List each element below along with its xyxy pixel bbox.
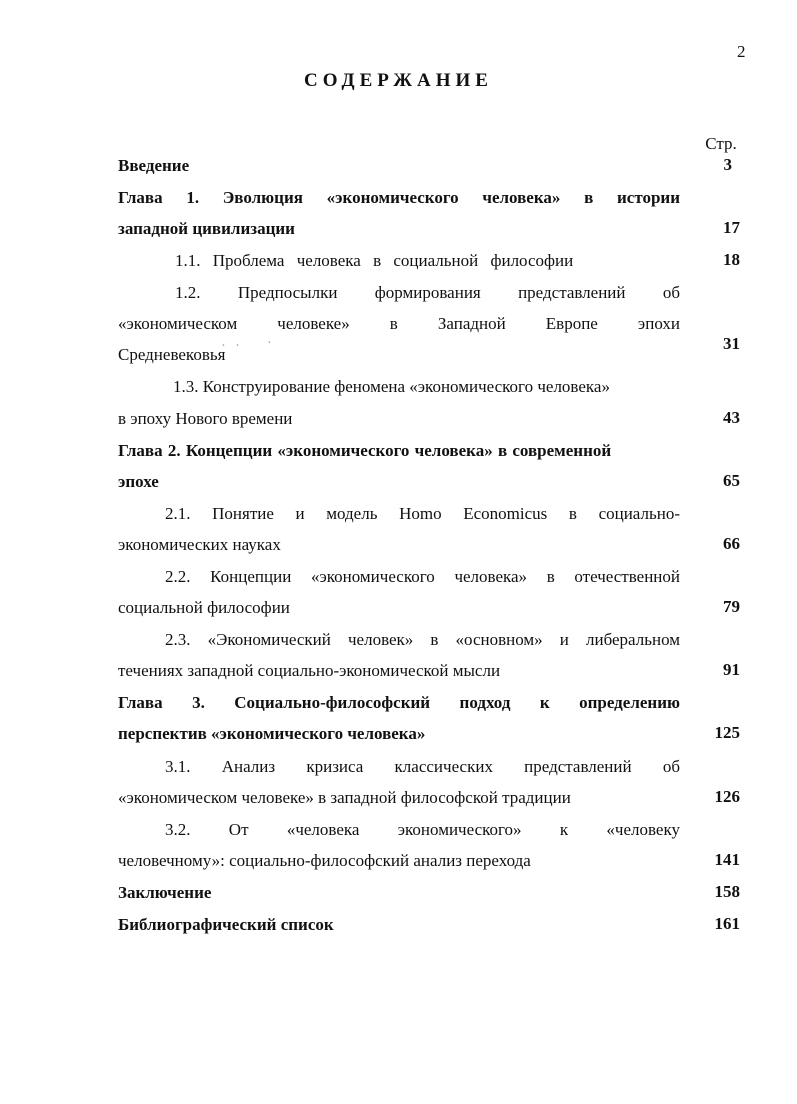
toc-page-section-1-2: 31 [723, 334, 740, 353]
scan-speck: ˏ [236, 336, 239, 346]
toc-entry-section-3-2: 3.2. От «человека экономического» к «человеку [165, 820, 680, 839]
toc-entry-section-2-3-cont: течениях западной социально-экономической мысли [118, 661, 501, 680]
toc-page-chapter-2: 65 [723, 471, 740, 490]
toc-page-bibliography: 161 [714, 914, 740, 933]
toc-entry-chapter-2: Глава 2. Концепции «экономического человека» в современной [118, 441, 612, 460]
toc-entry-section-1-3-cont: в эпоху Нового времени [118, 409, 293, 428]
scan-speck: ˏ [268, 333, 271, 343]
toc-entry-section-2-1-cont: экономических науках [118, 535, 281, 554]
toc-page-section-2-1: 66 [723, 534, 740, 553]
toc-entry-bibliography: Библиографический список [118, 915, 334, 934]
toc-entry-chapter-1-cont: западной цивилизации [118, 219, 295, 238]
toc-entry-conclusion: Заключение [118, 883, 212, 902]
toc-page-section-1-3: 43 [723, 408, 740, 427]
toc-entry-section-3-1-cont: «экономическом человеке» в западной философской традиции [118, 788, 571, 807]
toc-entry-section-1-3: 1.3. Конструирование феномена «экономического человека» [173, 377, 610, 396]
toc-entry-chapter-3: Глава 3. Социально-философский подход к определению [118, 693, 680, 712]
page-number: 2 [737, 42, 746, 61]
toc-entry-section-1-2-cont2: Средневековья [118, 345, 226, 364]
page-column-header: Стр. [705, 134, 737, 153]
scan-speck: ˏ [222, 336, 225, 346]
toc-page-section-1-1: 18 [723, 250, 740, 269]
toc-entry-section-1-2-cont: «экономическом человеке» в Западной Европе эпохи [118, 314, 680, 333]
toc-entry-chapter-1: Глава 1. Эволюция «экономического человека» в истории [118, 188, 680, 207]
toc-page-chapter-1: 17 [723, 218, 740, 237]
toc-entry-section-2-1: 2.1. Понятие и модель Homo Economicus в социально- [165, 504, 680, 523]
toc-entry-section-3-2-cont: человечному»: социально-философский анализ перехода [118, 851, 531, 870]
toc-entry-section-3-1: 3.1. Анализ кризиса классических представлений об [165, 757, 680, 776]
toc-page-section-2-2: 79 [723, 597, 740, 616]
toc-page-section-3-1: 126 [714, 787, 740, 806]
toc-entry-section-1-2: 1.2. Предпосылки формирования представлений об [175, 283, 680, 302]
toc-page-conclusion: 158 [714, 882, 740, 901]
toc-entry-section-1-1: 1.1. Проблема человека в социальной философии [175, 251, 574, 270]
page-title: СОДЕРЖАНИЕ [304, 70, 493, 91]
toc-page-section-2-3: 91 [723, 660, 740, 679]
toc-page-section-3-2: 141 [714, 850, 740, 869]
toc-page-introduction: 3 [723, 155, 732, 174]
toc-entry-section-2-3: 2.3. «Экономический человек» в «основном» и либеральном [165, 630, 680, 649]
toc-entry-section-2-2-cont: социальной философии [118, 598, 290, 617]
toc-page-chapter-3: 125 [714, 723, 740, 742]
toc-entry-introduction: Введение [118, 156, 190, 175]
toc-entry-section-2-2: 2.2. Концепции «экономического человека» в отечественной [165, 567, 680, 586]
toc-entry-chapter-3-cont: перспектив «экономического человека» [118, 724, 426, 743]
toc-entry-chapter-2-cont: эпохе [118, 472, 159, 491]
